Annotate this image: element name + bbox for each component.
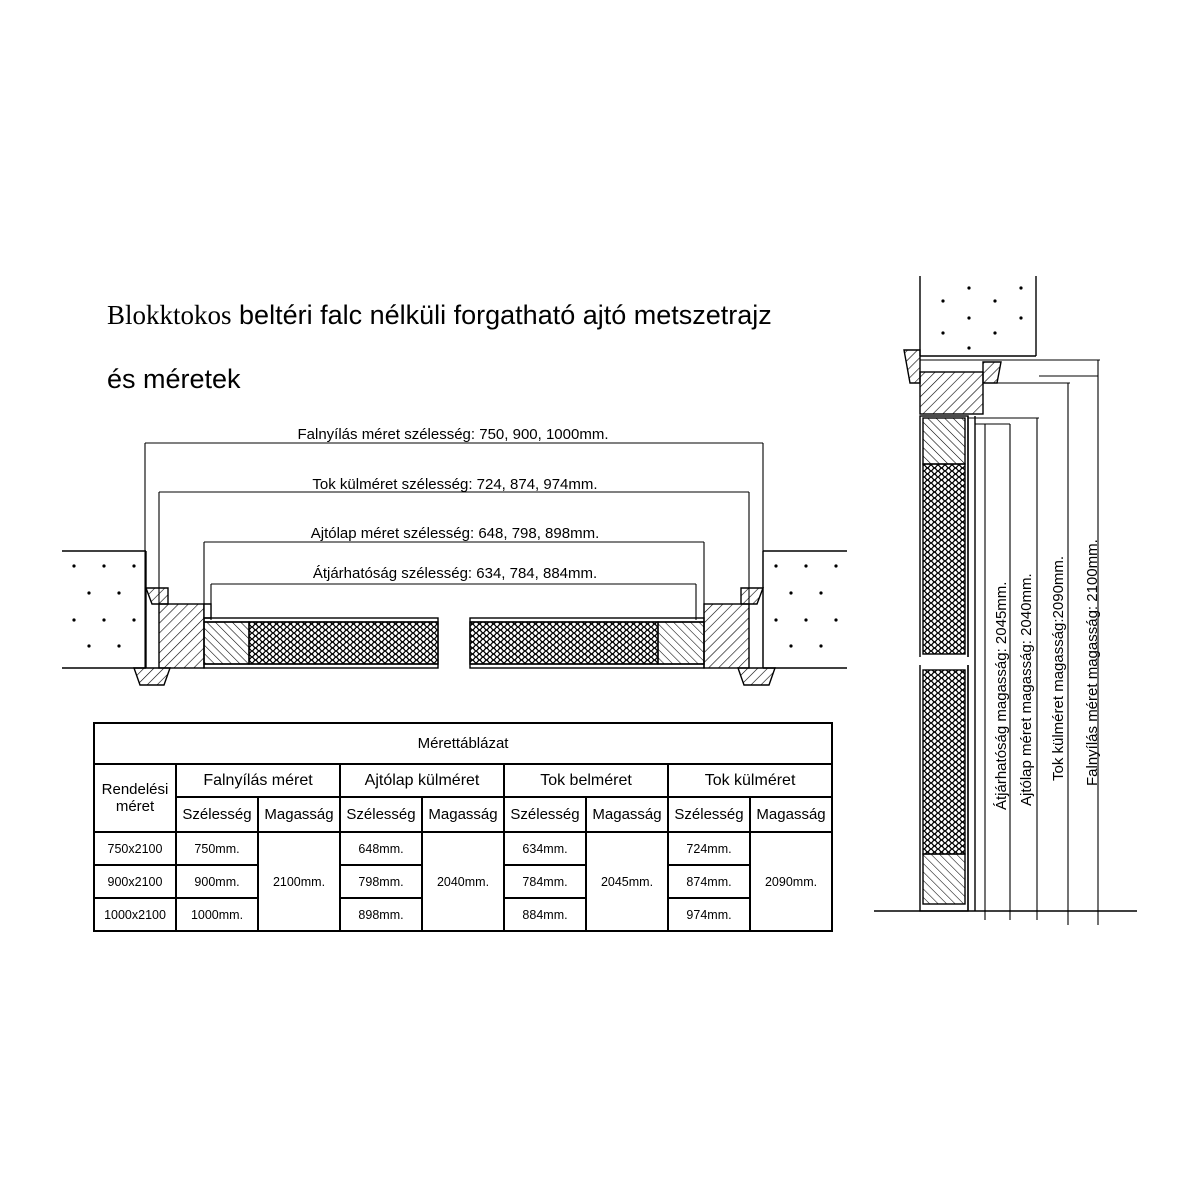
group-tok-kul: Tok külméret — [668, 764, 832, 797]
tokkul-width-cell: 974mm. — [668, 898, 750, 931]
plan-label-falnyilas: Falnyílás méret szélesség: 750, 900, 1000mm. — [297, 426, 609, 443]
sub-width: Szélesség — [504, 797, 586, 832]
table-row — [94, 832, 832, 865]
tokkul-width-cell: 874mm. — [668, 865, 750, 898]
door-leaf-right — [470, 618, 704, 668]
title-line-2: és méretek — [107, 364, 241, 394]
title-serif-word: Blokktokos — [107, 300, 232, 330]
door-leaf-left — [204, 618, 438, 668]
tokkul-height-cell: 2090mm. — [750, 832, 832, 931]
section-label-ajtolap: Ajtólap méret magasság: 2040mm. — [1018, 573, 1035, 806]
section-label-falnyilas: Falnyílás méret magasság: 2100mm. — [1084, 539, 1101, 786]
frame-head — [904, 350, 1100, 414]
order-size-cell: 1000x2100 — [94, 898, 176, 931]
section-label-atjarhatosag: Átjárhatóság magasság: 2045mm. — [993, 581, 1010, 810]
tokkul-width-cell: 724mm. — [668, 832, 750, 865]
size-table — [93, 722, 833, 932]
sub-width: Szélesség — [668, 797, 750, 832]
order-size-header: Rendelési méret — [94, 764, 176, 832]
sub-width: Szélesség — [340, 797, 422, 832]
sub-height: Magasság — [258, 797, 340, 832]
plan-label-atjarhatosag: Átjárhatóság szélesség: 634, 784, 884mm. — [312, 565, 598, 582]
wall-right — [763, 551, 847, 668]
frame-right — [704, 588, 775, 685]
group-ajtolap: Ajtólap külméret — [340, 764, 504, 797]
falnyilas-height-cell: 2100mm. — [258, 832, 340, 931]
tokbel-width-cell: 634mm. — [504, 832, 586, 865]
door-leaf-section — [916, 416, 975, 911]
sub-width: Szélesség — [176, 797, 258, 832]
sub-height: Magasság — [422, 797, 504, 832]
falnyilas-width-cell: 900mm. — [176, 865, 258, 898]
order-size-cell: 900x2100 — [94, 865, 176, 898]
sub-height: Magasság — [750, 797, 832, 832]
group-falnyilas: Falnyílás méret — [176, 764, 340, 797]
ajtolap-width-cell: 898mm. — [340, 898, 422, 931]
title-rest: beltéri falc nélküli forgatható ajtó metszetrajz — [231, 300, 772, 330]
ajtolap-height-cell: 2040mm. — [422, 832, 504, 931]
order-size-cell: 750x2100 — [94, 832, 176, 865]
ajtolap-width-cell: 648mm. — [340, 832, 422, 865]
tokbel-width-cell: 784mm. — [504, 865, 586, 898]
tokbel-width-cell: 884mm. — [504, 898, 586, 931]
plan-label-ajtolap: Ajtólap méret szélesség: 648, 798, 898mm. — [310, 525, 600, 542]
group-tok-bel: Tok belméret — [504, 764, 668, 797]
sub-height: Magasság — [586, 797, 668, 832]
table-caption: Mérettáblázat — [94, 723, 832, 764]
falnyilas-width-cell: 1000mm. — [176, 898, 258, 931]
wall-left — [62, 551, 146, 668]
ajtolap-width-cell: 798mm. — [340, 865, 422, 898]
section-label-tok: Tok külméret magasság:2090mm. — [1050, 555, 1067, 781]
wall-top — [920, 276, 1036, 356]
tokbel-height-cell: 2045mm. — [586, 832, 668, 931]
falnyilas-width-cell: 750mm. — [176, 832, 258, 865]
plan-label-tok: Tok külméret szélesség: 724, 874, 974mm. — [312, 476, 598, 493]
